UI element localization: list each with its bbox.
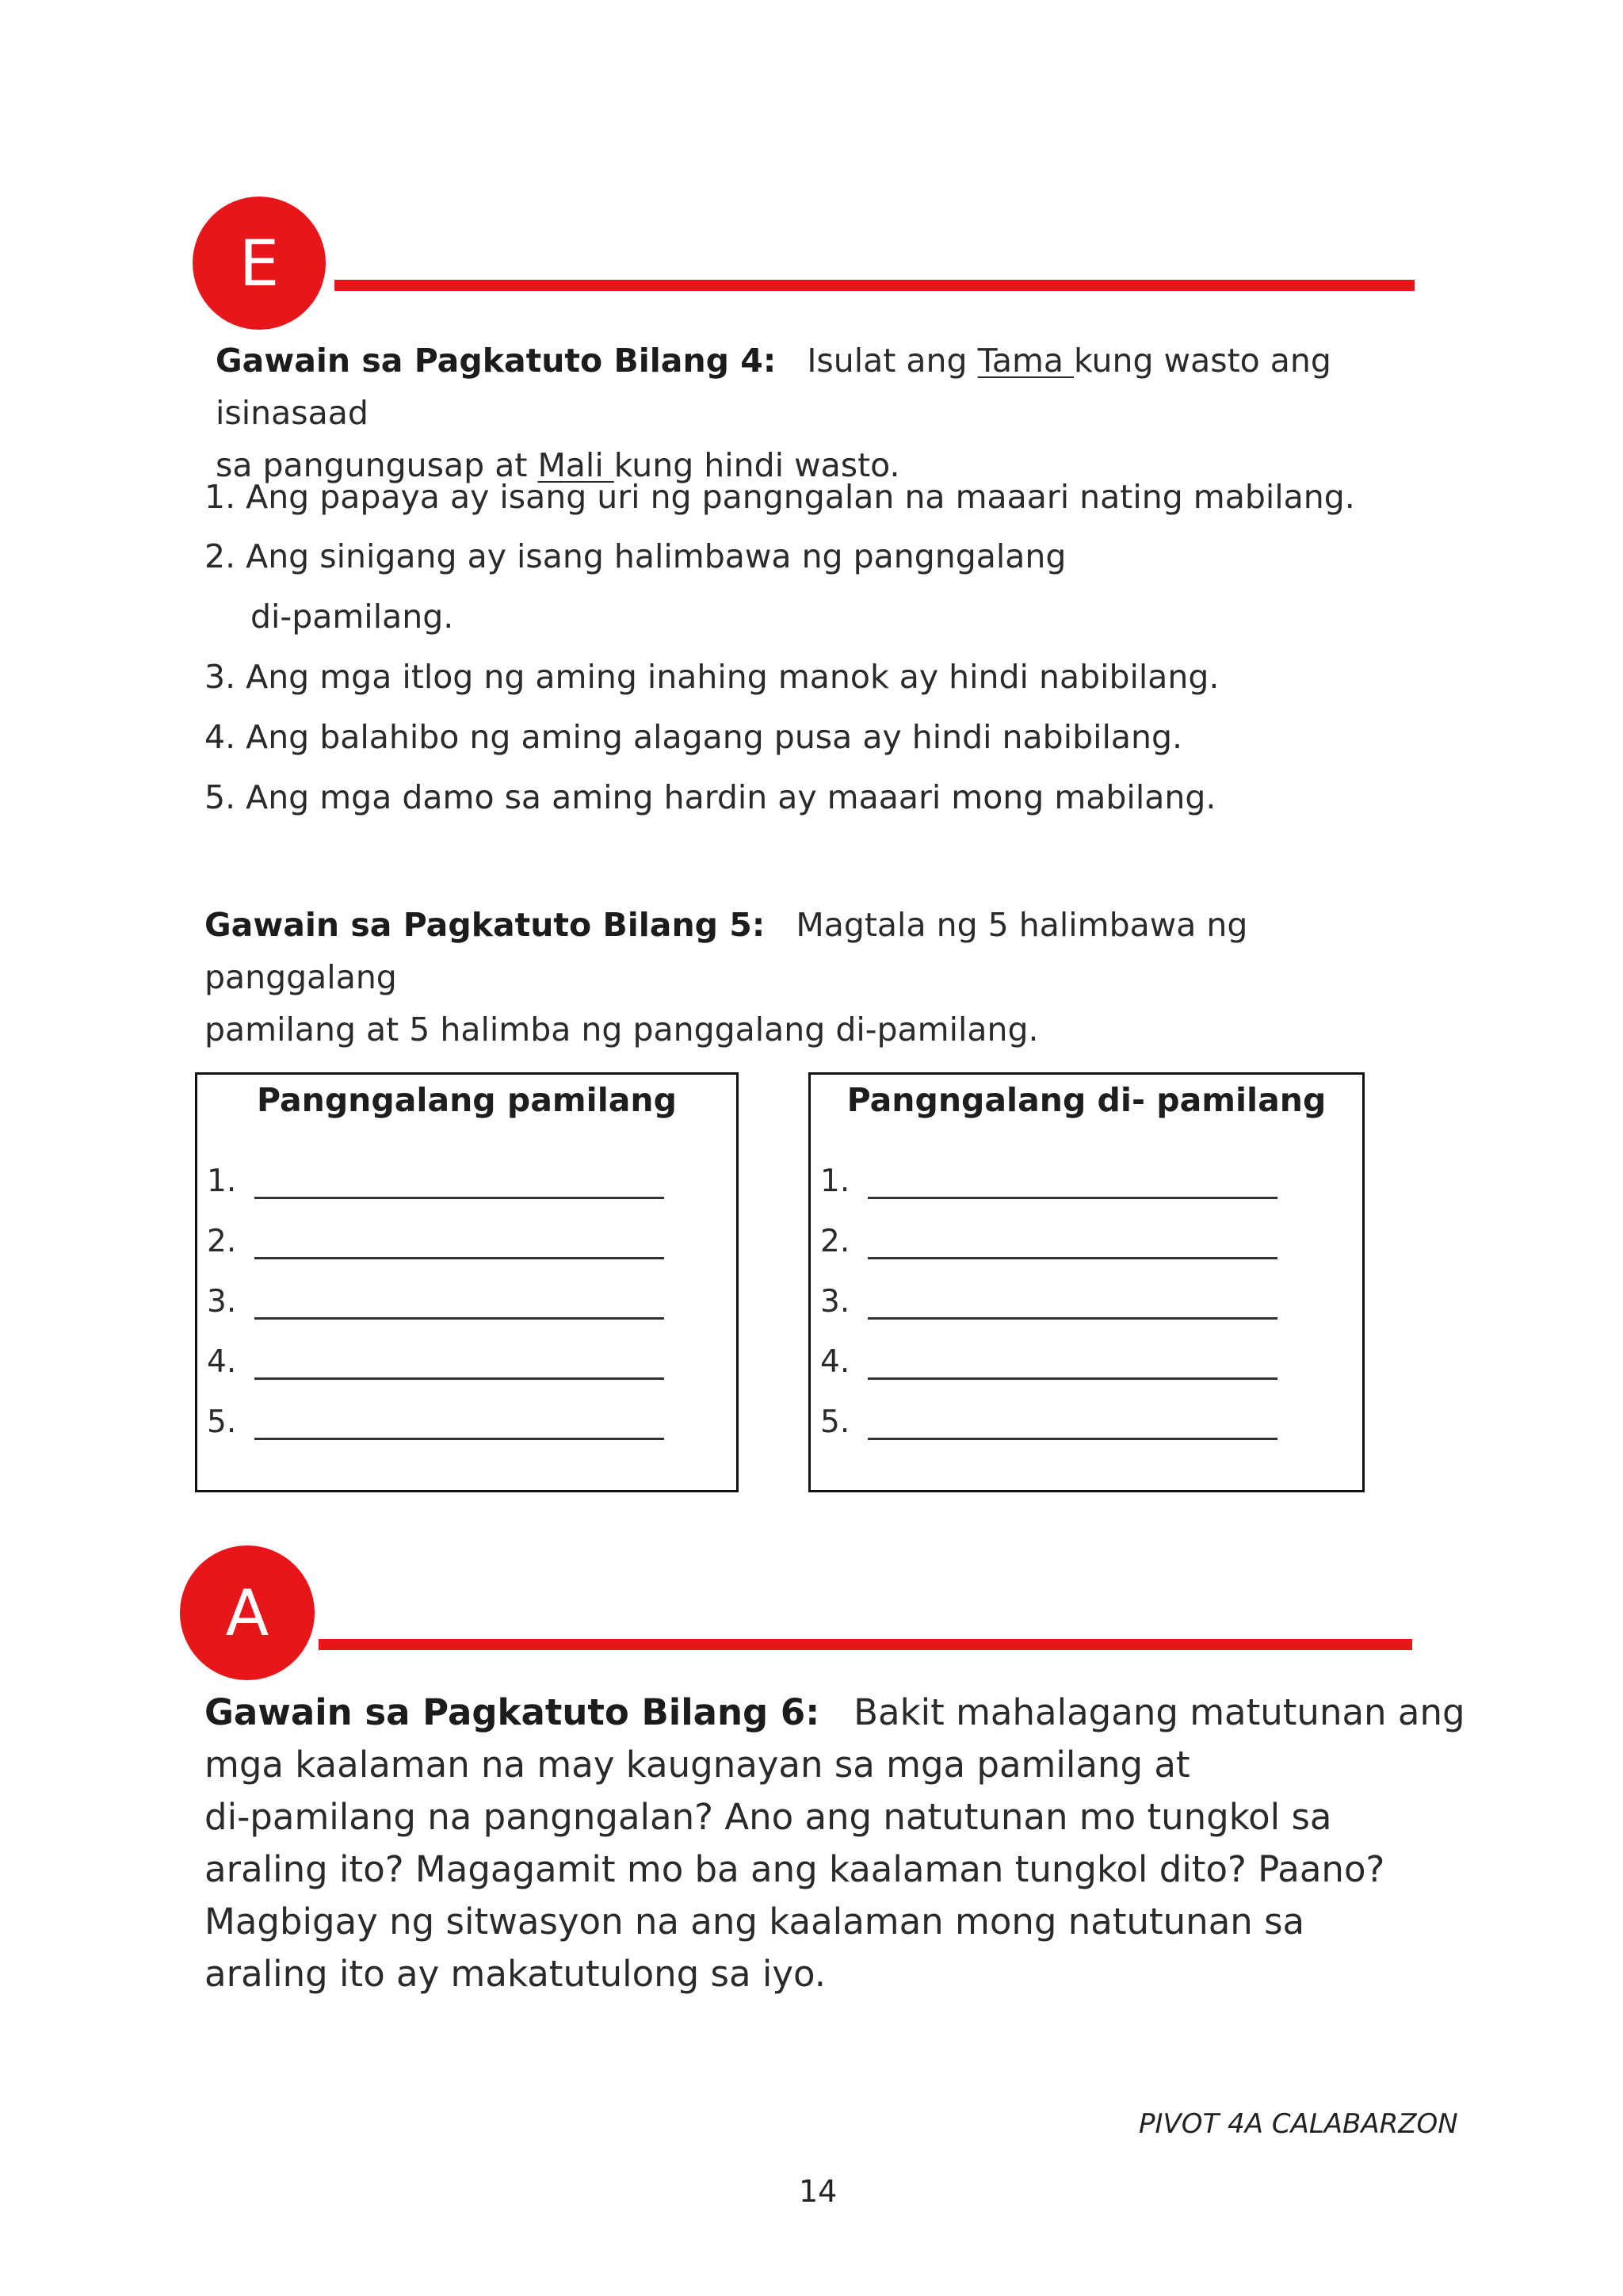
activity6-text-1: Bakit mahalagang matutunan ang xyxy=(854,1691,1465,1733)
answer-blank[interactable] xyxy=(868,1349,1277,1380)
activity4-item-1: 1. Ang papaya ay isang uri ng pangngalan na maaari nating mabilang. xyxy=(204,478,1355,516)
answer-blank[interactable] xyxy=(254,1349,664,1380)
di-pamilang-num: 1. xyxy=(820,1163,850,1199)
activity5-instructions xyxy=(204,899,1441,1056)
activity5-text-a: Magtala ng 5 halimbawa ng panggalang xyxy=(204,906,1248,996)
section-e-letter: E xyxy=(239,226,280,300)
section-e-badge xyxy=(193,197,326,330)
di-pamilang-line-4[interactable] xyxy=(820,1344,1277,1380)
activity6-line3: di-pamilang na pangngalan? Ano ang natutunan mo tungkol sa xyxy=(204,1796,1332,1838)
pamilang-num: 1. xyxy=(207,1163,237,1199)
answer-blank[interactable] xyxy=(254,1409,664,1440)
answer-blank[interactable] xyxy=(868,1409,1277,1440)
activity4-item-2-cont: di-pamilang. xyxy=(250,598,454,636)
activity4-text-a: Isulat ang xyxy=(807,342,978,380)
tama-keyword: Tama xyxy=(977,342,1075,380)
activity6-line5: Magbigay ng sitwasyon na ang kaalaman mong natutunan sa xyxy=(204,1901,1305,1943)
di-pamilang-line-2[interactable] xyxy=(820,1224,1277,1259)
di-pamilang-line-3[interactable] xyxy=(820,1284,1277,1320)
activity5-title: Gawain sa Pagkatuto Bilang 5: xyxy=(204,906,766,944)
pamilang-line-2[interactable] xyxy=(207,1224,664,1259)
activity4-item-4: 4. Ang balahibo ng aming alagang pusa ay hindi nabibilang. xyxy=(204,718,1183,756)
answer-blank[interactable] xyxy=(868,1228,1277,1259)
pamilang-num: 2. xyxy=(207,1224,237,1259)
di-pamilang-num: 5. xyxy=(820,1404,850,1440)
activity4-item-2: 2. Ang sinigang ay isang halimbawa ng pangngalang xyxy=(204,537,1067,575)
activity5-line2: pamilang at 5 halimba ng panggalang di-pamilang. xyxy=(204,1010,1039,1049)
di-pamilang-num: 2. xyxy=(820,1224,850,1259)
di-pamilang-box xyxy=(808,1072,1365,1492)
pamilang-num: 3. xyxy=(207,1284,237,1320)
answer-blank[interactable] xyxy=(868,1289,1277,1320)
activity6-line6: araling ito ay makatutulong sa iyo. xyxy=(204,1953,827,1995)
footer-source: PIVOT 4A CALABARZON xyxy=(1139,2108,1458,2140)
di-pamilang-line-5[interactable] xyxy=(820,1404,1277,1440)
activity6-line1 xyxy=(204,1687,1472,1739)
activity4-line1 xyxy=(216,334,1436,439)
pamilang-line-3[interactable] xyxy=(207,1284,664,1320)
answer-blank[interactable] xyxy=(254,1289,664,1320)
pamilang-box-title: Pangngalang pamilang xyxy=(257,1081,677,1119)
activity4-item-3: 3. Ang mga itlog ng aming inahing manok ay hindi nabibilang. xyxy=(204,658,1220,696)
activity6-paragraph xyxy=(204,1687,1472,2000)
activity4-title: Gawain sa Pagkatuto Bilang 4: xyxy=(216,342,777,380)
answer-blank[interactable] xyxy=(254,1168,664,1199)
pamilang-num: 5. xyxy=(207,1404,237,1440)
activity6-line4: araling ito? Magagamit mo ba ang kaalaman tungkol dito? Paano? xyxy=(204,1848,1385,1890)
pamilang-line-1[interactable] xyxy=(207,1163,664,1199)
pamilang-line-5[interactable] xyxy=(207,1404,664,1440)
page-number: 14 xyxy=(799,2174,838,2209)
pamilang-box xyxy=(195,1072,739,1492)
activity4-item-5: 5. Ang mga damo sa aming hardin ay maaari mong mabilang. xyxy=(204,778,1216,816)
activity4-text-c: sa pangungusap at xyxy=(216,446,538,484)
activity4-text-d: kung hindi wasto. xyxy=(613,446,900,484)
di-pamilang-line-1[interactable] xyxy=(820,1163,1277,1199)
activity5-line1 xyxy=(204,899,1441,1003)
di-pamilang-num: 3. xyxy=(820,1284,850,1320)
answer-blank[interactable] xyxy=(868,1168,1277,1199)
activity4-text-b: kung wasto ang isinasaad xyxy=(216,342,1331,432)
mali-keyword: Mali xyxy=(537,446,614,484)
answer-blank[interactable] xyxy=(254,1228,664,1259)
activity6-title: Gawain sa Pagkatuto Bilang 6: xyxy=(204,1691,820,1733)
section-e-rule xyxy=(334,280,1415,291)
section-a-rule xyxy=(319,1639,1412,1650)
di-pamilang-box-title: Pangngalang di- pamilang xyxy=(846,1081,1327,1119)
di-pamilang-num: 4. xyxy=(820,1344,850,1380)
section-a-letter: A xyxy=(225,1576,269,1650)
pamilang-num: 4. xyxy=(207,1344,237,1380)
section-a-badge xyxy=(180,1545,315,1680)
activity4-instructions xyxy=(216,334,1436,491)
pamilang-line-4[interactable] xyxy=(207,1344,664,1380)
activity6-line2: mga kaalaman na may kaugnayan sa mga pamilang at xyxy=(204,1744,1190,1786)
